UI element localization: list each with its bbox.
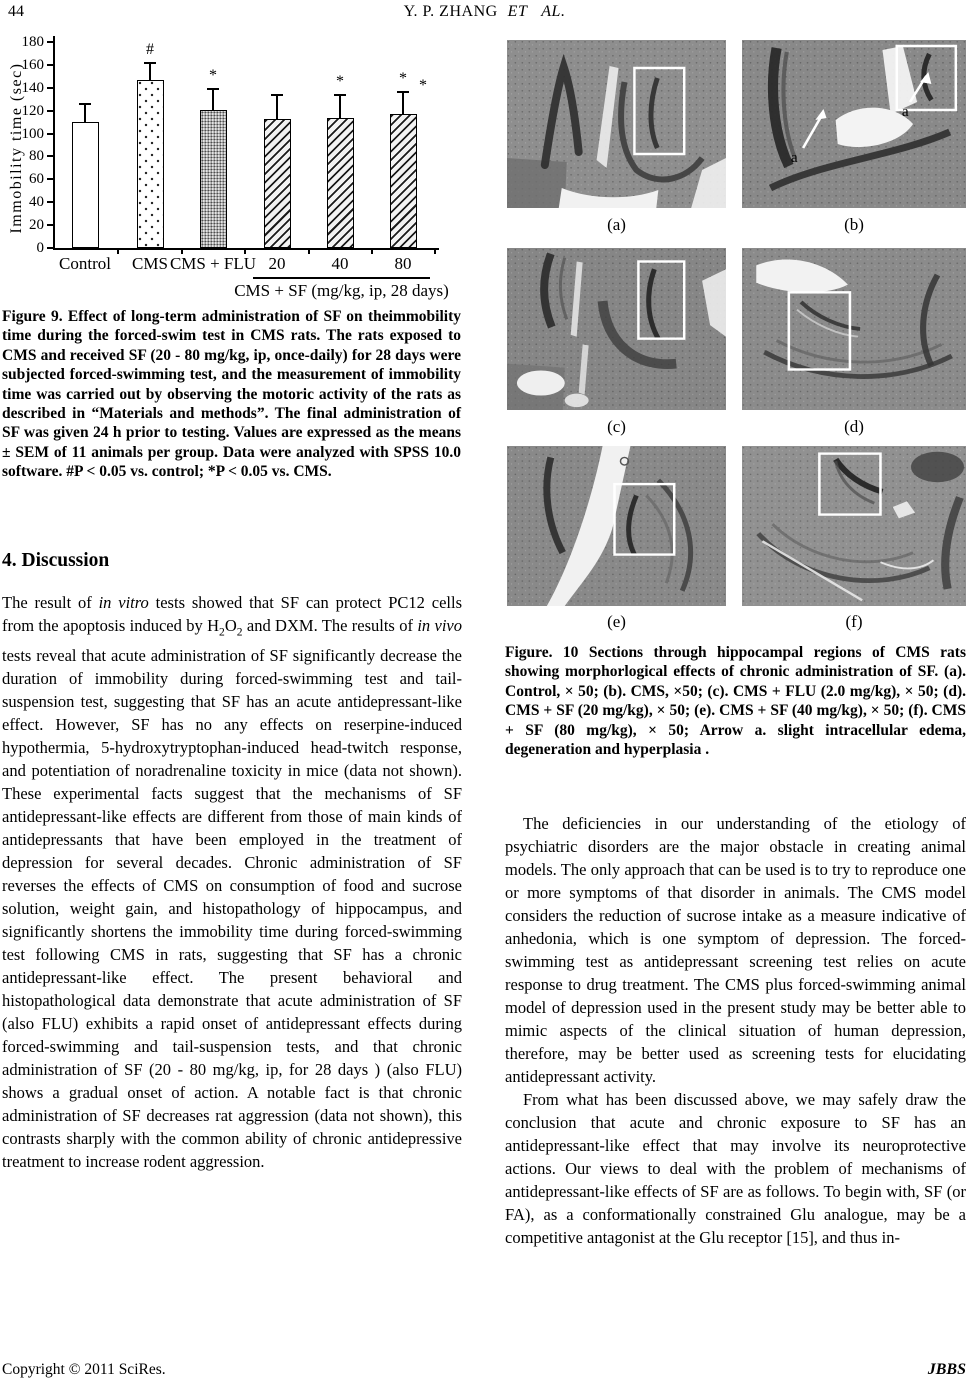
micrograph-b bbox=[742, 40, 966, 208]
page-number: 44 bbox=[8, 3, 24, 20]
discussion-paragraph-3: From what has been discussed above, we may safely draw the conclusion that acute and chronic exposure to SF has an antidepressant-like effect that may involve its neuroprotective actions. Our views to deal with the problem of mechanisms of antidepressant-like effects of SF are as follows. To begin with, SF (or FA), as a conformationally constrained Glu analogue, may be a competitive antagonist at the Glu receptor [15], and thus in- bbox=[505, 1090, 966, 1247]
error-bar-cap bbox=[144, 62, 156, 64]
y-tick bbox=[47, 155, 53, 157]
y-tick-label: 140 bbox=[21, 79, 44, 96]
micrograph-d bbox=[742, 248, 966, 410]
y-axis-title: Immobility time (sec) bbox=[8, 62, 25, 234]
y-tick bbox=[47, 87, 53, 89]
x-minor-tick bbox=[244, 248, 246, 254]
y-tick bbox=[47, 133, 53, 135]
y-tick-label: 20 bbox=[29, 217, 44, 234]
group-axis-label: CMS + SF (mg/kg, ip, 28 days) bbox=[234, 281, 449, 300]
significance-marker: # bbox=[146, 40, 154, 58]
micrograph-c bbox=[507, 248, 726, 410]
error-bar-line bbox=[276, 95, 278, 119]
panel-labels-row-3 bbox=[507, 611, 966, 633]
y-tick-label: 180 bbox=[21, 34, 44, 50]
error-bar-line bbox=[402, 92, 404, 114]
error-bar-cap bbox=[271, 94, 283, 96]
x-minor-tick bbox=[117, 248, 119, 254]
panel-label-e: (e) bbox=[607, 612, 626, 631]
panel-row-1 bbox=[507, 40, 966, 208]
x-category-label: Control bbox=[59, 254, 111, 273]
bar-cms bbox=[137, 80, 164, 248]
figure10-caption: Figure. 10 Sections through hippocampal regions of CMS rats showing morphorlogical effects of chronic administration of SF. (a). Control, × 50; (b). CMS, ×50; (c). CMS + FLU (2.0 mg/kg), × 50; (d). CMS + SF (20 mg/kg), × 50; (e). CMS + SF (40 mg/kg), × 50; (f). CMS + SF (80 mg/kg), × 50; Arrow a. slight intracellular edema, degeneration and hyperplasia . bbox=[505, 644, 966, 759]
y-tick bbox=[47, 247, 53, 249]
micrograph-a bbox=[507, 40, 726, 208]
y-tick-label: 100 bbox=[21, 125, 44, 142]
panel-label-a: (a) bbox=[607, 215, 626, 234]
footer-copyright: Copyright © 2011 SciRes. bbox=[2, 1361, 166, 1378]
error-bar-cap bbox=[334, 94, 346, 96]
panel-label-d: (d) bbox=[844, 417, 864, 436]
error-bar-line bbox=[339, 95, 341, 118]
footer-journal: JBBS bbox=[927, 1361, 966, 1378]
panel-label-f: (f) bbox=[845, 612, 863, 631]
section-heading: 4. Discussion bbox=[2, 550, 110, 571]
panel-row-2 bbox=[507, 248, 966, 410]
arrow-label-a-right: a bbox=[901, 104, 909, 120]
group-underline bbox=[253, 277, 430, 279]
x-axis bbox=[53, 248, 439, 250]
x-category-label: 40 bbox=[331, 254, 349, 273]
significance-marker: * bbox=[209, 66, 217, 84]
x-category-label: 20 bbox=[268, 254, 286, 273]
x-category-label: CMS bbox=[132, 254, 168, 273]
y-tick bbox=[47, 201, 53, 203]
panel-labels-row-1 bbox=[507, 214, 966, 236]
error-bar-cap bbox=[207, 88, 219, 90]
bar-80 bbox=[390, 114, 417, 248]
bar-20 bbox=[264, 119, 291, 248]
running-head bbox=[0, 3, 969, 21]
x-minor-tick bbox=[434, 248, 436, 254]
y-axis bbox=[53, 36, 55, 249]
y-tick-label: 40 bbox=[29, 194, 44, 211]
error-bar-line bbox=[84, 104, 86, 122]
error-bar-cap bbox=[397, 91, 409, 93]
y-tick-label: 0 bbox=[36, 240, 44, 256]
y-tick-label: 160 bbox=[21, 56, 44, 73]
x-minor-tick bbox=[371, 248, 373, 254]
significance-marker-side: * bbox=[419, 77, 427, 95]
bar-control bbox=[72, 122, 99, 248]
discussion-paragraph-1: The result of in vitro tests showed that SF can protect PC12 cells from the apoptosis induced by $H_2O_2$ and DXM. The results of in vivo tests reveal that acute administration of SF significantly decrease the duration of immobility during forced-swimming test and tail-suspension test, suggesting that SF has an acute antidepressant-like effect. However, SF has no any effects on reserpine-induced hypothermia, 5-hydroxytryptophan-induced head-twitch response, and potentiation of noradrenaline toxicity in mice (data not shown). These experimental facts suggest that the mechanisms of SF antidepressant-like effects are different from those of main kinds of antidepressants that have been employed in the treatment of depression for several decades. Chronic administration of SF reverses the effects of CMS on consumption of food and sucrose solution, weight gain, and histopathology of hippocampus, and significantly shortens the immobility time during forced-swimming test following CMS in rats, suggesting that SF has a chronic antidepressant-like effect. The present behavioral and histopathological data demonstrate that acute administration of SF (also FLU) exhibits a rapid onset of antidepressant effects during forced-swimming and tail-suspension tests, and that chronic administration of SF (20 - 80 mg/kg, ip, for 28 days ) (also FLU) shows a gradual onset of action. A notable fact is that chronic administration of SF decreases rat aggression (data not shown), this contrasts sharply with the common ability of chronic antidepressive treatment to increase rodent aggression. bbox=[2, 593, 462, 1172]
discussion-paragraph-2: The deficiencies in our understanding of the etiology of psychiatric disorders are the major obstacle in creating animal models. The only approach that can be used is to try to reproduce one or more symptoms of that disorder in animals. The CMS model considers the reduction of sucrose intake as a measure indicative of anhedonia, which is one symptom of depression. The forced-swimming test as antidepressant screening test relies on acute response to drug treatment. The CMS plus forced-swimming animal model of depression used in the present study may be better able to mimic aspects of the clinical situation of human depression, therefore, may be better used as screening tests for elucidating antidepressant activity. bbox=[505, 814, 966, 1086]
significance-marker: * bbox=[336, 72, 344, 90]
micrograph-e bbox=[507, 446, 726, 606]
right-column-body bbox=[505, 812, 966, 1249]
y-tick bbox=[47, 224, 53, 226]
x-category-label: CMS + FLU bbox=[169, 254, 257, 273]
arrow-label-a-left: a bbox=[790, 150, 798, 166]
figure9-caption: Figure 9. Effect of long-term administration of SF on theimmobility time during the forced-swim test in CMS rats. The rats exposed to CMS and received SF (20 - 80 mg/kg, ip, once-daily) for 28 days were subjected forced-swimming test, and the measurement of immobility time was carried out by observing the motoric activity of the rats as described in “Materials and methods”. The final administration of SF was given 24 h prior to testing. Values are expressed as the means ± SEM of 11 animals per group. Data were analyzed with SPSS 10.0 software. #P < 0.05 vs. control; *P < 0.05 vs. CMS. bbox=[2, 308, 461, 481]
x-minor-tick bbox=[181, 248, 183, 254]
panel-label-b: (b) bbox=[844, 215, 864, 234]
y-tick bbox=[47, 64, 53, 66]
bar-cms-flu bbox=[200, 110, 227, 248]
error-bar-cap bbox=[79, 103, 91, 105]
figure9-chart bbox=[2, 34, 464, 308]
y-tick bbox=[47, 110, 53, 112]
x-category-label: 80 bbox=[394, 254, 412, 273]
x-minor-tick bbox=[308, 248, 310, 254]
y-tick-label: 120 bbox=[21, 102, 44, 119]
error-bar-line bbox=[212, 89, 214, 110]
y-tick-label: 80 bbox=[29, 148, 44, 165]
significance-marker: * bbox=[399, 70, 407, 88]
micrograph-f bbox=[742, 446, 966, 606]
figure10-panels bbox=[507, 38, 966, 633]
y-tick bbox=[47, 41, 53, 43]
panel-label-c: (c) bbox=[607, 417, 626, 436]
y-tick-label: 60 bbox=[29, 171, 44, 188]
running-head-etal: ET AL. bbox=[507, 3, 566, 20]
panel-labels-row-2 bbox=[507, 416, 966, 438]
running-head-authors: Y. P. ZHANG bbox=[403, 3, 498, 20]
error-bar-line bbox=[149, 63, 151, 80]
bar-40 bbox=[327, 118, 354, 248]
y-tick bbox=[47, 178, 53, 180]
panel-row-3 bbox=[507, 446, 966, 606]
